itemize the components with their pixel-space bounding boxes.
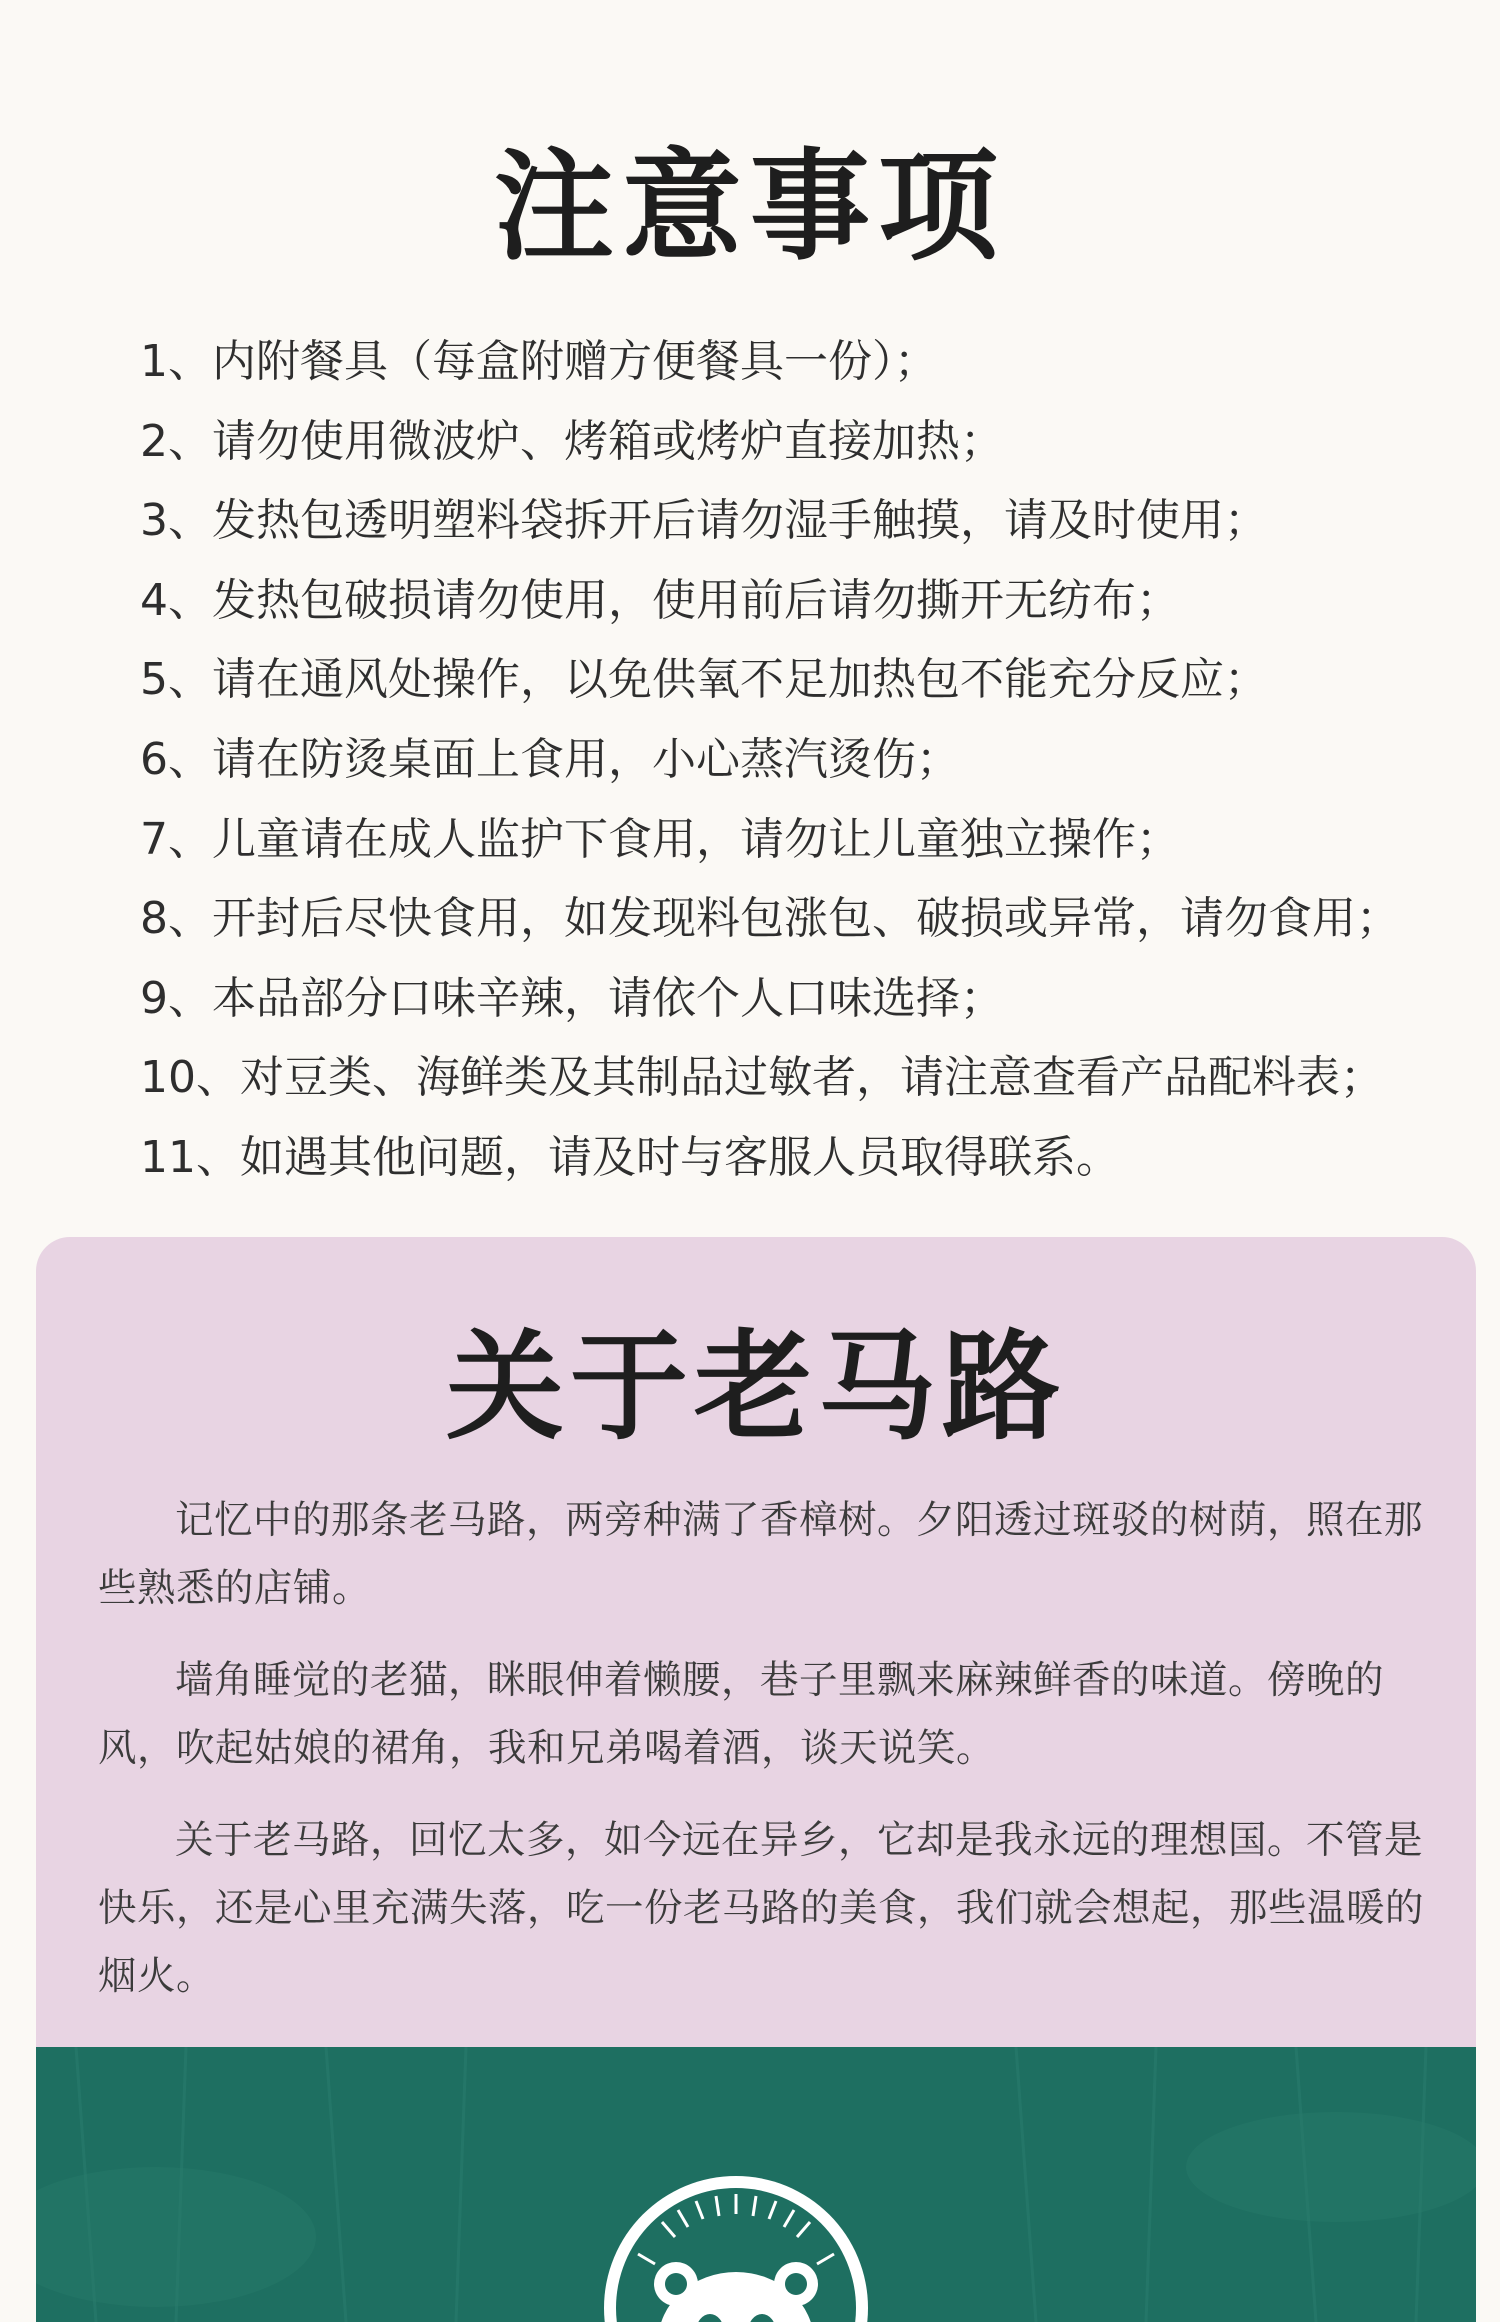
notice-item: 1、内附餐具（每盒附赠方便餐具一份）； <box>140 336 938 387</box>
notice-item: 9、本品部分口味辛辣，请依个人口味选择； <box>140 972 1004 1024</box>
about-paragraph: 关于老马路，回忆太多，如今远在异乡，它却是我永远的理想国。不管是快乐，还是心里充满失落，吃一份老马路的美食，我们就会想起，那些温暖的烟火。 <box>98 1818 1425 1999</box>
panda-sun-logo-icon <box>600 2172 872 2322</box>
notice-title: 注意事项 <box>494 138 1006 277</box>
notice-item: 10、对豆类、海鲜类及其制品过敏者，请注意查看产品配料表； <box>140 1052 1384 1104</box>
notice-item: 5、请在通风处操作，以免供氧不足加热包不能充分反应； <box>140 654 1268 706</box>
notice-item: 8、开封后尽快食用，如发现料包涨包、破损或异常，请勿食用； <box>140 893 1400 945</box>
about-paragraph: 墙角睡觉的老猫，眯眼伸着懒腰，巷子里飘来麻辣鲜香的味道。傍晚的风，吹起姑娘的裙角，我和兄弟喝着酒，谈天说笑。 <box>98 1658 1385 1771</box>
about-body <box>98 1487 1458 2035</box>
about-title: 关于老马路 <box>445 1318 1066 1456</box>
notice-item: 2、请勿使用微波炉、烤箱或烤炉直接加热； <box>140 415 1004 467</box>
about-paragraph: 记忆中的那条老马路，两旁种满了香樟树。夕阳透过斑驳的树荫，照在那些熟悉的店铺。 <box>98 1498 1424 1611</box>
notice-list <box>140 322 1440 1198</box>
notice-item: 3、发热包透明塑料袋拆开后请勿湿手触摸，请及时使用； <box>140 495 1268 547</box>
green-banner <box>36 2047 1476 2322</box>
notice-item: 7、儿童请在成人监护下食用，请勿让儿童独立操作； <box>140 813 1180 865</box>
about-card <box>36 1237 1476 2322</box>
notice-item: 11、如遇其他问题，请及时与客服人员取得联系。 <box>140 1131 1120 1183</box>
notice-item: 4、发热包破损请勿使用，使用前后请勿撕开无纺布； <box>140 574 1180 626</box>
notice-item: 6、请在防烫桌面上食用，小心蒸汽烫伤； <box>140 733 960 785</box>
